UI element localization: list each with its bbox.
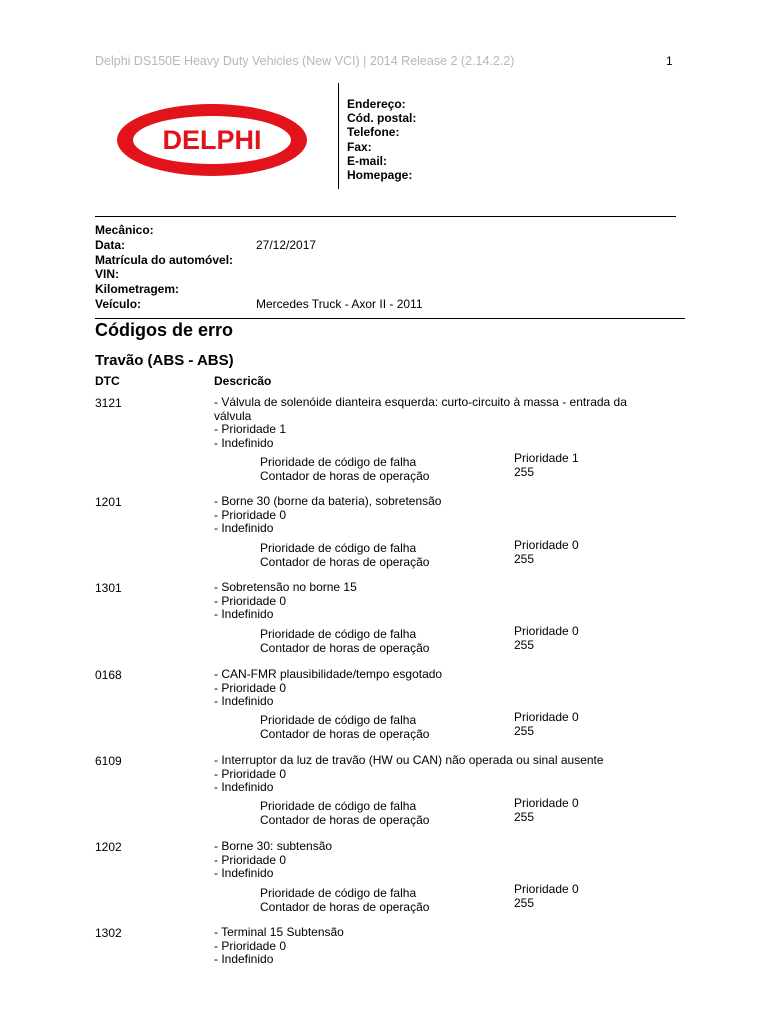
dtc-description: [214, 396, 674, 450]
description-line: - Indefinido: [214, 607, 274, 622]
description-line: válvula: [214, 408, 252, 423]
dtc-code: 1301: [95, 581, 122, 595]
dtc-code: 0168: [95, 668, 122, 682]
fault-priority-value: Prioridade 0: [514, 538, 579, 552]
document-header-title: Delphi DS150E Heavy Duty Vehicles (New VCI) | 2014 Release 2 (2.14.2.2): [95, 54, 515, 68]
hour-counter-label: Contador de horas de operação: [260, 641, 430, 655]
hour-counter-value: 255: [514, 465, 535, 479]
page-number: 1: [666, 54, 673, 68]
description-line: - Indefinido: [214, 521, 274, 536]
hour-counter-label: Contador de horas de operação: [260, 900, 430, 914]
dtc-code: 1202: [95, 840, 122, 854]
delphi-logo: [116, 103, 308, 177]
contact-phone-label: Telefone:: [347, 125, 400, 140]
date-value: 27/12/2017: [256, 237, 317, 252]
fault-priority-label: Prioridade de código de falha: [260, 541, 417, 555]
description-line: - Interruptor da luz de travão (HW ou CAN) não operada ou sinal ausente: [214, 753, 604, 767]
description-line: - CAN-FMR plausibilidade/tempo esgotado: [214, 667, 443, 681]
header-divider: [338, 83, 339, 189]
fault-priority-value: Prioridade 1: [514, 451, 579, 465]
logo-wordmark: DELPHI: [162, 125, 262, 155]
fault-priority-value: Prioridade 0: [514, 710, 579, 724]
description-line: - Indefinido: [214, 952, 274, 967]
contact-address-label: Endereço:: [347, 97, 406, 111]
description-column-header: Descricão: [214, 374, 272, 388]
description-line: - Terminal 15 Subtensão: [214, 925, 344, 939]
description-line: - Indefinido: [214, 694, 274, 709]
vehicle-info-row: [95, 253, 423, 268]
divider-rule: [95, 318, 685, 319]
dtc-code: 3121: [95, 396, 122, 410]
dtc-code: 1302: [95, 926, 122, 940]
description-line: - Indefinido: [214, 435, 274, 450]
description-line: - Prioridade 0: [214, 766, 287, 781]
date-label: Data:: [95, 237, 126, 252]
dtc-code: 1201: [95, 495, 122, 509]
contact-block: [347, 97, 416, 182]
dtc-code: 6109: [95, 754, 122, 768]
dtc-description: [214, 926, 674, 967]
fault-priority-label: Prioridade de código de falha: [260, 886, 417, 900]
contact-homepage-label: Homepage:: [347, 167, 413, 182]
divider-rule: [95, 216, 676, 217]
description-line: - Borne 30 (borne da bateria), sobretensão: [214, 494, 442, 508]
description-line: - Sobretensão no borne 15: [214, 580, 357, 594]
mileage-label: Kilometragem:: [95, 282, 180, 297]
dtc-description: [214, 840, 674, 881]
hour-counter-value: 255: [514, 810, 535, 824]
dtc-column-header: DTC: [95, 374, 120, 388]
description-line: - Indefinido: [214, 780, 274, 795]
hour-counter-label: Contador de horas de operação: [260, 813, 430, 827]
dtc-description: [214, 754, 674, 795]
hour-counter-label: Contador de horas de operação: [260, 469, 430, 483]
description-line: - Prioridade 0: [214, 852, 287, 867]
contact-postal-label: Cód. postal:: [347, 111, 417, 126]
description-line: - Indefinido: [214, 866, 274, 881]
fault-priority-label: Prioridade de código de falha: [260, 713, 417, 727]
description-line: - Prioridade 0: [214, 938, 287, 953]
hour-counter-value: 255: [514, 552, 535, 566]
hour-counter-label: Contador de horas de operação: [260, 555, 430, 569]
vehicle-info-row: [95, 282, 423, 297]
vehicle-info-row: [95, 267, 423, 282]
vehicle-info-row: [95, 297, 423, 312]
fault-priority-label: Prioridade de código de falha: [260, 799, 417, 813]
dtc-description: [214, 581, 674, 622]
hour-counter-value: 255: [514, 896, 535, 910]
description-line: - Borne 30: subtensão: [214, 839, 333, 853]
fault-priority-value: Prioridade 0: [514, 796, 579, 810]
fault-priority-label: Prioridade de código de falha: [260, 627, 417, 641]
description-line: - Prioridade 1: [214, 422, 287, 437]
dtc-description: [214, 495, 674, 536]
plate-label: Matrícula do automóvel:: [95, 252, 234, 267]
vehicle-value: Mercedes Truck - Axor II - 2011: [256, 296, 423, 311]
vehicle-info-row: [95, 238, 423, 253]
dtc-description: [214, 668, 674, 709]
vin-label: VIN:: [95, 267, 119, 282]
fault-priority-value: Prioridade 0: [514, 882, 579, 896]
fault-priority-value: Prioridade 0: [514, 624, 579, 638]
hour-counter-label: Contador de horas de operação: [260, 727, 430, 741]
vehicle-info-row: [95, 223, 423, 238]
hour-counter-value: 255: [514, 724, 535, 738]
fault-priority-label: Prioridade de código de falha: [260, 455, 417, 469]
vehicle-info: [95, 223, 423, 312]
description-line: - Prioridade 0: [214, 507, 287, 522]
mechanic-label: Mecânico:: [95, 223, 154, 237]
description-line: - Prioridade 0: [214, 680, 287, 695]
hour-counter-value: 255: [514, 638, 535, 652]
contact-email-label: E-mail:: [347, 153, 388, 168]
system-title: Travão (ABS - ABS): [95, 352, 234, 369]
contact-fax-label: Fax:: [347, 139, 372, 154]
description-line: - Válvula de solenóide dianteira esquerda: curto-circuito à massa - entrada da: [214, 395, 627, 409]
description-line: - Prioridade 0: [214, 593, 287, 608]
section-title: Códigos de erro: [95, 320, 234, 340]
vehicle-label: Veículo:: [95, 296, 142, 311]
